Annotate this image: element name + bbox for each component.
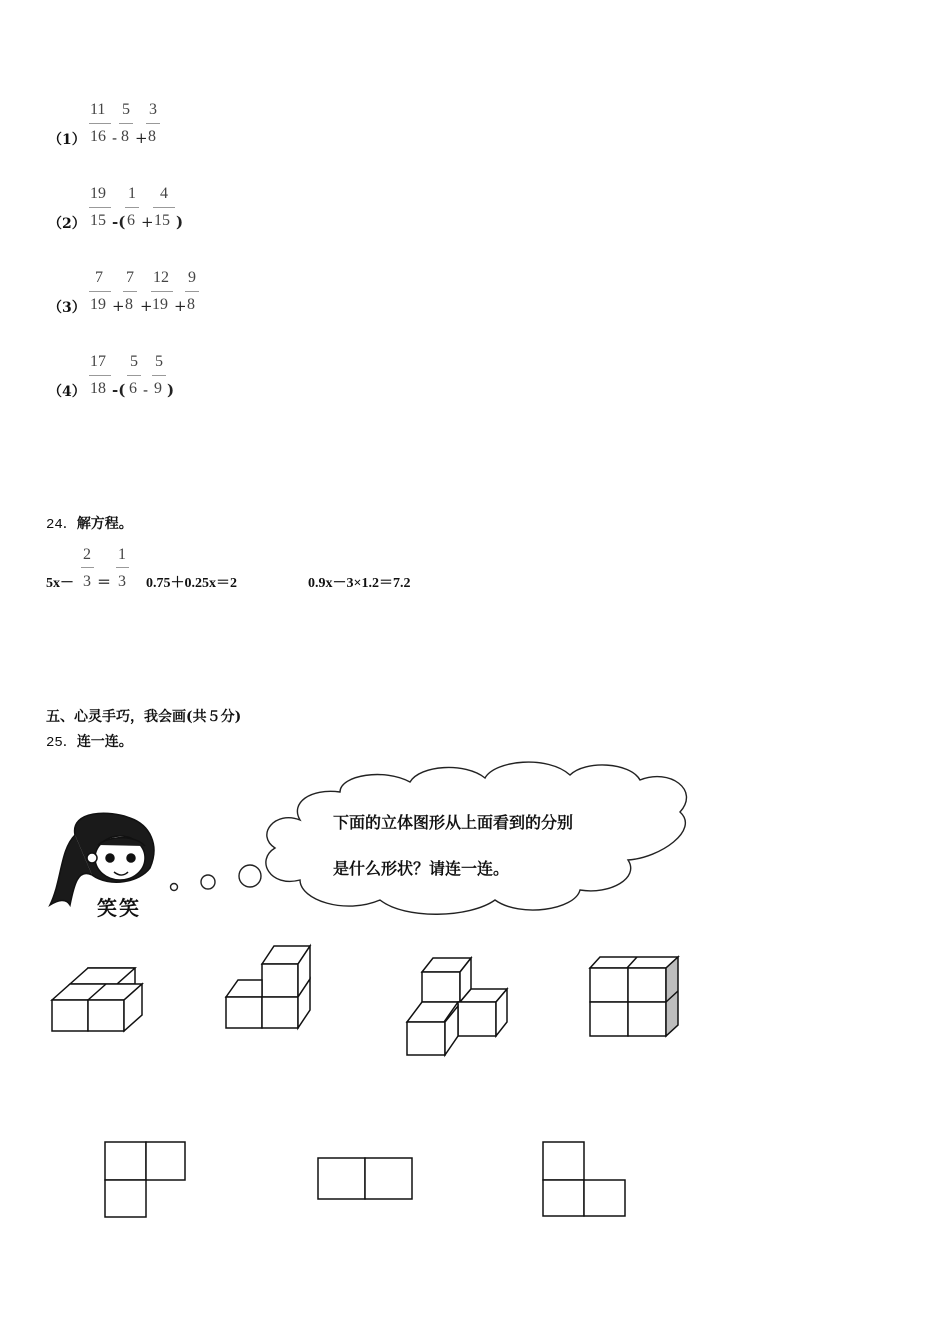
numerator: 5 [130,353,138,370]
equation-2: 0.75＋0.25x＝2 [146,576,237,591]
top-view-shape-3 [543,1142,625,1216]
numerator: 7 [95,269,103,286]
numerator: 12 [153,269,169,286]
denominator: 8 [148,128,156,145]
equation-3: 0.9x－3×1.2＝7.2 [308,576,411,591]
denominator: 6 [127,212,135,229]
question-title: 连一连。 [76,734,133,750]
thought-dot-large [239,865,261,887]
solid-figure-4 [590,957,678,1036]
bubble-text-line-2: 是什么形状？请连一连。 [333,859,510,878]
denominator: 8 [125,296,133,313]
top-view-shape-1 [105,1142,185,1217]
question-number: 24． [46,517,77,533]
operator: + [112,297,125,315]
operator: ) [176,213,184,231]
denominator: 3 [83,573,91,590]
numerator: 9 [188,269,196,286]
question-title: 解方程。 [76,516,133,532]
denominator: 19 [90,296,106,313]
operator: ) [167,381,175,399]
equals-sign: ＝ [97,576,111,591]
numerator: 17 [90,353,106,370]
numerator: 3 [149,101,157,118]
operator: - [112,129,118,147]
numerator: 7 [126,269,134,286]
operator: - [143,381,149,399]
character-name: 笑笑 [97,896,141,920]
numerator: 4 [160,185,168,202]
denominator: 8 [187,296,195,313]
thought-cloud [266,762,687,914]
question-number: 25． [46,735,77,751]
problem-label: （3） [48,300,86,316]
numerator: 11 [90,101,106,118]
numerator: 5 [155,353,163,370]
denominator: 15 [90,212,106,229]
operator: -( [112,381,126,399]
solid-figure-3 [407,958,507,1055]
thought-dot-medium [201,875,215,889]
solid-figure-2 [226,946,310,1028]
denominator: 9 [154,380,162,397]
denominator: 8 [121,128,129,145]
operator: + [174,297,187,315]
numerator: 5 [122,101,130,118]
denominator: 16 [90,128,106,145]
denominator: 3 [118,573,126,590]
denominator: 6 [129,380,137,397]
operator: + [135,129,148,147]
numerator: 1 [118,546,126,563]
numerator: 2 [83,546,91,563]
numerator: 19 [90,185,106,202]
denominator: 18 [90,380,106,397]
denominator: 15 [154,212,170,229]
problem-label: （4） [48,384,86,400]
operator: + [140,297,153,315]
denominator: 19 [152,296,168,313]
problem-label: （1） [48,132,86,148]
problem-label: （2） [48,216,86,232]
top-view-shape-2 [318,1158,412,1199]
section-5-title: 五、心灵手巧，我会画(共５分) [46,709,242,725]
equation-prefix: 5x－ [46,576,74,591]
thought-dot-small [171,884,178,891]
bubble-text-line-1: 下面的立体图形从上面看到的分别 [333,813,574,832]
solid-figure-1 [52,968,142,1031]
operator: + [141,213,154,231]
numerator: 1 [128,185,136,202]
operator: -( [112,213,126,231]
